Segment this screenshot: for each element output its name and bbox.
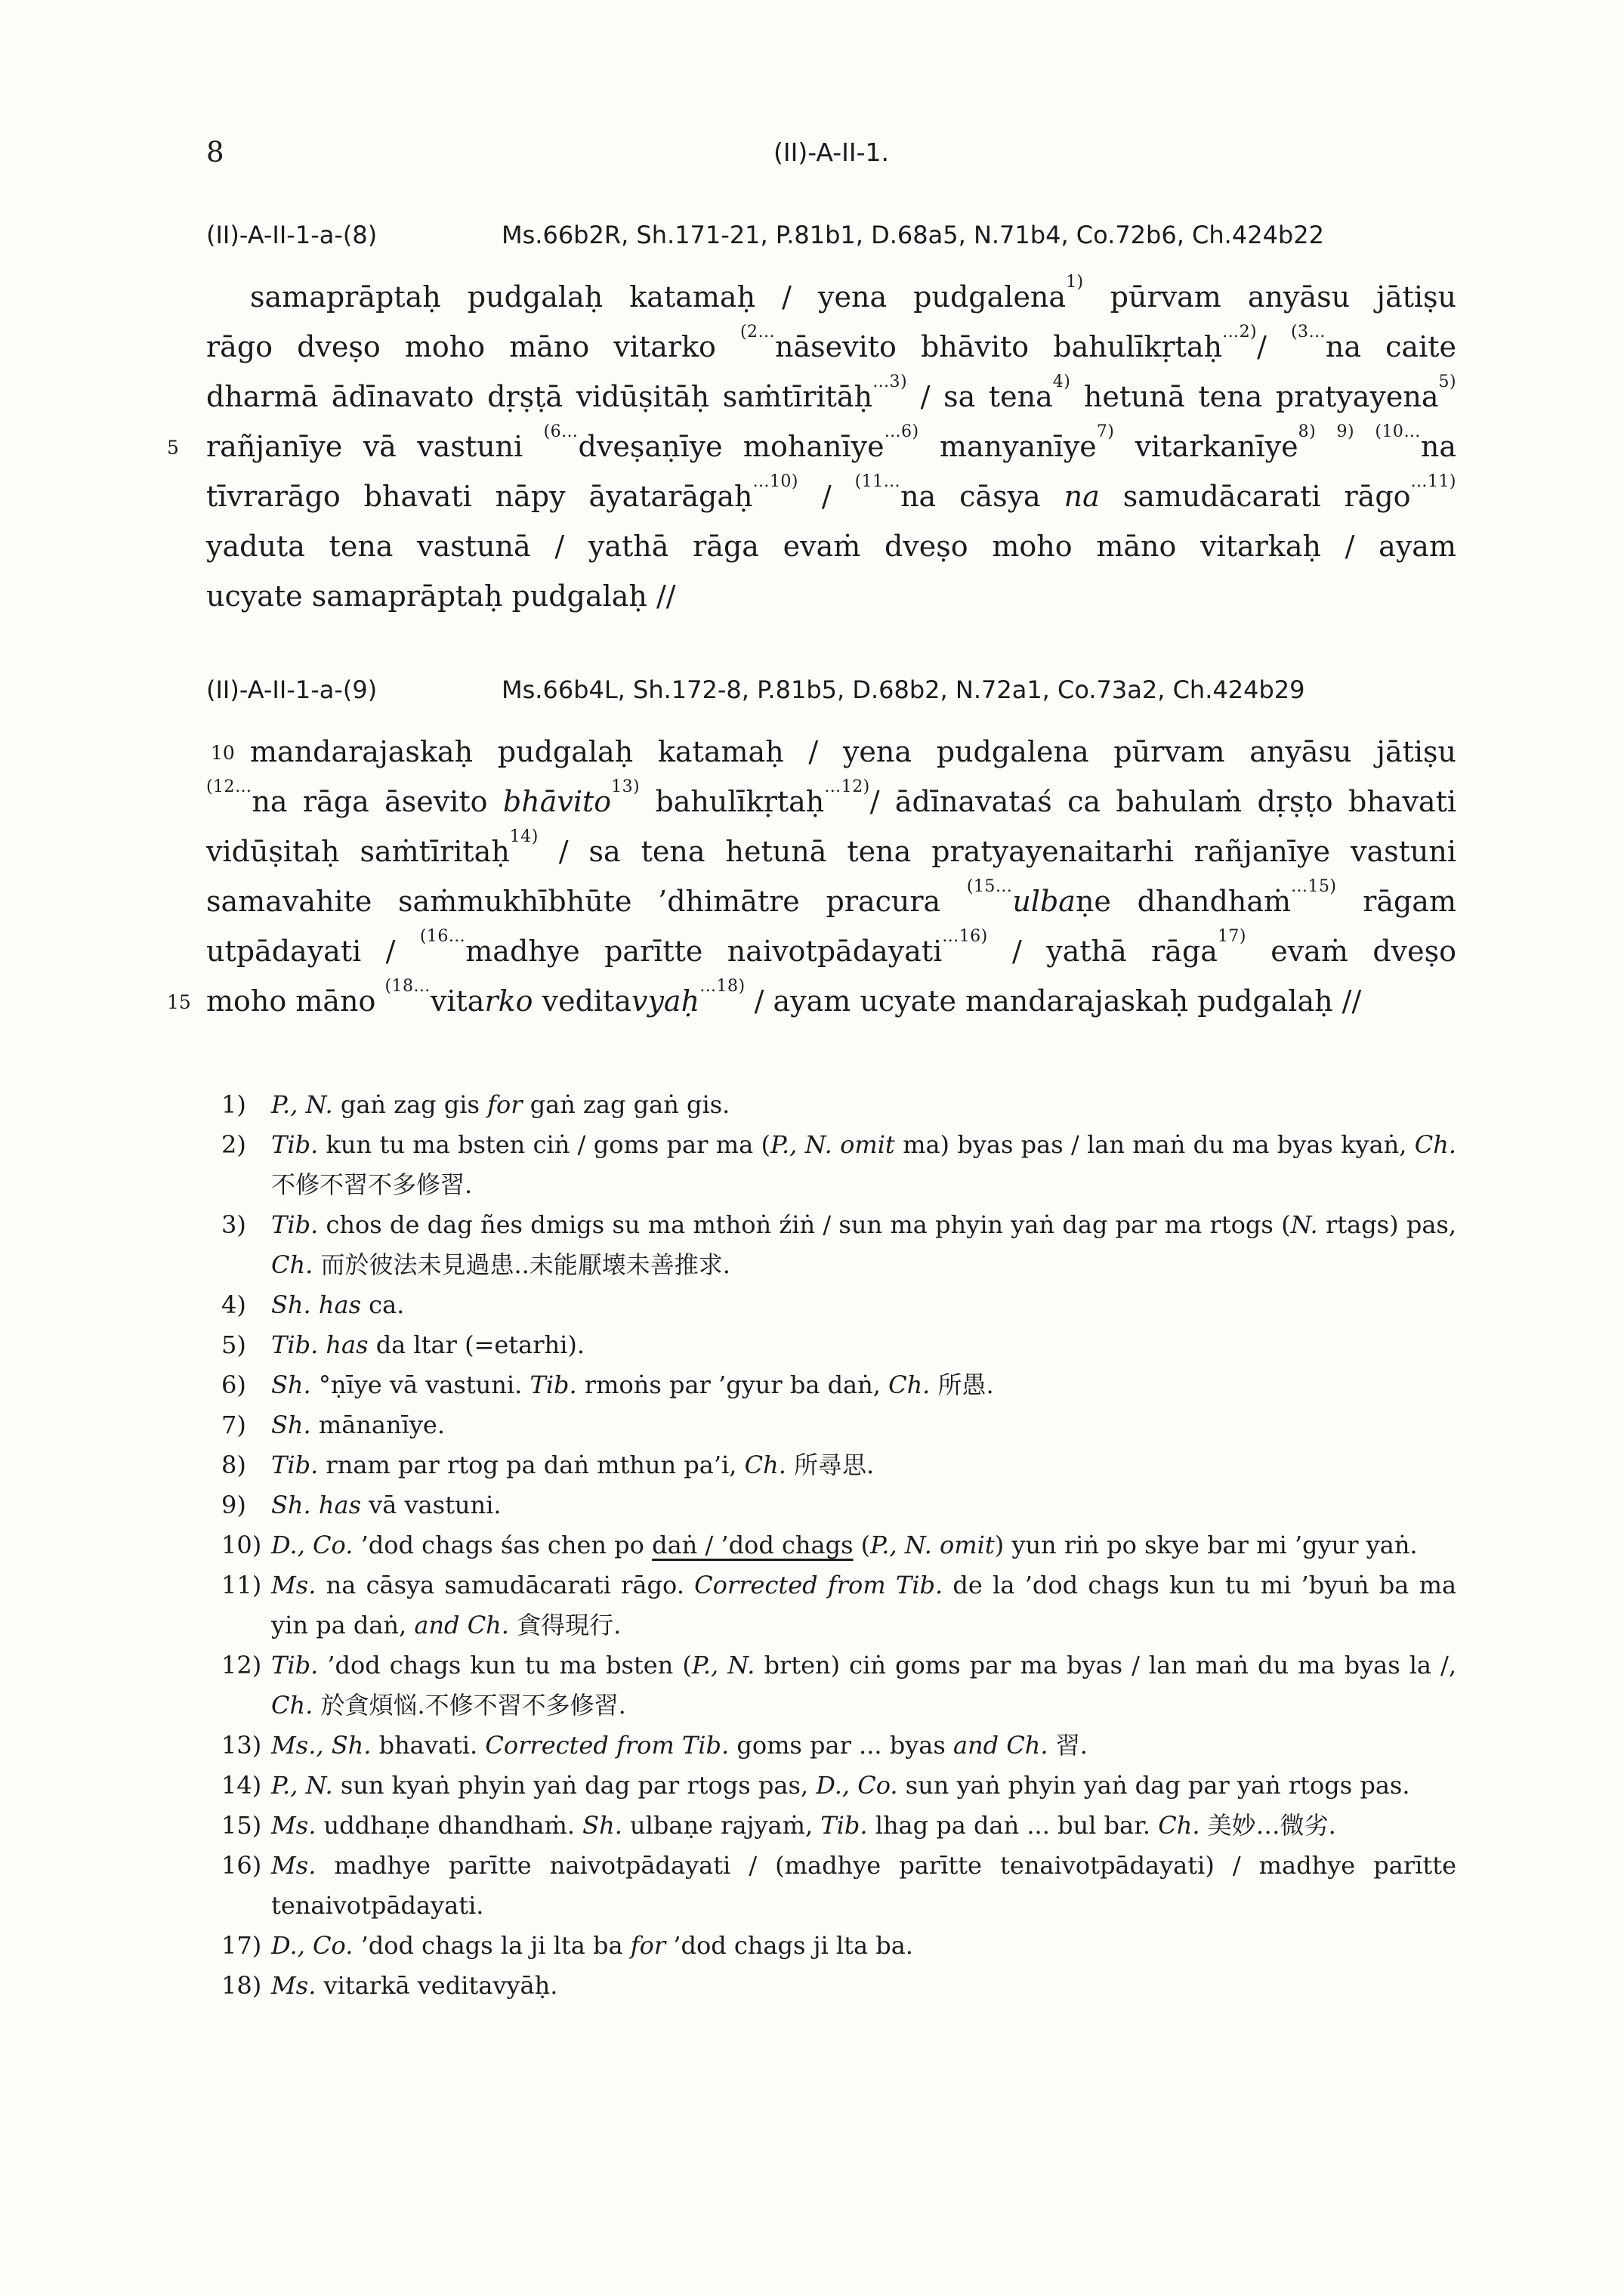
text-run: Sh. — [271, 1370, 311, 1399]
section-manuscript-refs: Ms.66b4L, Sh.172-8, P.81b5, D.68b2, N.72a1, Co.73a2, Ch.424b29 — [502, 675, 1305, 704]
text-body — [167, 221, 1457, 1026]
footnote — [221, 1525, 1456, 1565]
footnote-number: 11) — [221, 1571, 262, 1599]
text-run: rañjanīye vā vastuni — [206, 430, 544, 463]
text-line — [167, 422, 1456, 471]
footnote-text — [271, 1966, 1456, 2006]
text-line — [206, 777, 1456, 827]
footnote-number: 7) — [221, 1411, 246, 1439]
footnote-number: 4) — [221, 1290, 246, 1319]
text-run: / sa tena — [907, 380, 1053, 413]
text-run: Ch. — [271, 1250, 313, 1279]
note-ref: (16… — [419, 926, 466, 946]
text-run: nāsevito bhāvito bahulīkṛtaḥ — [774, 330, 1223, 363]
footnote-text — [271, 1565, 1456, 1646]
text-run: Ms., Sh. — [271, 1731, 372, 1760]
text-run: P., N. — [691, 1651, 755, 1680]
text-run: Ms. — [271, 1571, 316, 1599]
text-run: na cāsya — [900, 480, 1064, 513]
text-run: samudācarati rāgo — [1099, 480, 1411, 513]
note-ref: 8) — [1298, 422, 1317, 441]
text-run: Tib. — [271, 1451, 319, 1479]
text-run: da ltar (=etarhi). — [368, 1330, 585, 1359]
text-run: / ādīnavataś ca bahulaṁ dṛṣṭo bhavati — [869, 785, 1457, 818]
section-id: (II)-A-II-1-a-(8) — [206, 221, 378, 249]
text-run: samavahite saṁmukhībhūte ’dhimātre pracura — [206, 885, 967, 918]
text-run: D., Co. — [271, 1931, 354, 1960]
text-run: lhag pa daṅ ... bul bar. — [867, 1811, 1159, 1840]
note-ref: …3) — [872, 372, 908, 391]
note-ref: …16) — [942, 926, 988, 946]
text-run — [1316, 430, 1336, 463]
text-line — [206, 471, 1456, 521]
note-ref: …18) — [699, 976, 746, 996]
text-run: Ch. — [271, 1691, 313, 1720]
footnote-text — [271, 1485, 1456, 1525]
section-id: (II)-A-II-1-a-(9) — [206, 675, 378, 704]
text-run: bhavati. — [371, 1731, 486, 1760]
text-run: Sh. has — [271, 1290, 361, 1319]
note-ref: …6) — [884, 422, 919, 441]
text-run: vā vastuni. — [360, 1491, 502, 1519]
footnote — [221, 1485, 1456, 1525]
footnote-text — [271, 1726, 1456, 1766]
footnote — [221, 1926, 1456, 1966]
text-run: manyanīye — [919, 430, 1097, 463]
text-run: P., N. omit — [770, 1130, 895, 1159]
text-run: 而於彼法未見過患..未能厭壊未善推求. — [313, 1250, 730, 1279]
note-ref: (3… — [1290, 322, 1326, 341]
text-run: kun tu ma bsten ciṅ / goms par ma ( — [318, 1130, 770, 1159]
footnote-text — [271, 1125, 1456, 1205]
text-run: 美妙…微劣. — [1199, 1811, 1336, 1840]
text-run — [1354, 430, 1375, 463]
note-ref: 14) — [509, 827, 539, 846]
margin-line-number: 15 — [167, 991, 191, 1013]
text-line — [206, 727, 1456, 777]
footnote — [221, 1565, 1456, 1646]
text-run: mandarajaskaḥ pudgalaḥ katamaḥ / yena pudgalena pūrvam anyāsu jātiṣu — [250, 735, 1456, 768]
text-run: / ayam ucyate mandarajaskaḥ pudgalaḥ // — [745, 984, 1362, 1018]
text-run: / — [798, 480, 855, 513]
footnote-number: 6) — [221, 1370, 246, 1399]
footnote-number: 3) — [221, 1210, 246, 1239]
footnote-text — [271, 1405, 1456, 1445]
footnote — [221, 1365, 1456, 1405]
note-ref: …15) — [1291, 876, 1337, 896]
text-run: ṇe dhandhaṁ — [1075, 885, 1292, 918]
text-run: uddhaṇe dhandhaṁ. — [316, 1811, 583, 1840]
note-ref: …11) — [1410, 471, 1456, 491]
footnote — [221, 1646, 1456, 1726]
text-run: madhye parītte naivotpādayati — [465, 935, 943, 968]
text-run: tīvrarāgo bhavati nāpy āyatarāgaḥ — [206, 480, 753, 513]
text-run: dharmā ādīnavato dṛṣṭā vidūṣitāḥ saṁtīritāḥ — [206, 380, 873, 413]
footnote — [221, 1445, 1456, 1485]
text-run: Ms. — [271, 1851, 316, 1880]
section-heading — [206, 221, 1456, 249]
text-run: rāgo dveṣo moho māno vitarko — [206, 330, 741, 363]
text-run: / yathā rāga — [987, 935, 1218, 968]
text-run: / — [1257, 330, 1291, 363]
section-manuscript-refs: Ms.66b2R, Sh.171-21, P.81b1, D.68a5, N.71b4, Co.72b6, Ch.424b22 — [502, 221, 1324, 249]
text-run: madhye parītte naivotpādayati / (madhye parītte tenaivotpādayati) / madhye parītte tenaivotpādayati. — [271, 1851, 1456, 1920]
footnote-number: 12) — [221, 1651, 262, 1680]
text-run: bhāvito — [502, 785, 612, 818]
note-ref: (15… — [966, 876, 1013, 896]
text-run: Ms. — [271, 1811, 316, 1840]
text-run: 於貪煩悩.不修不習不多修習. — [313, 1691, 626, 1720]
footnote — [221, 1085, 1456, 1125]
note-ref: 1) — [1066, 272, 1084, 292]
footnote-number: 15) — [221, 1811, 262, 1840]
margin-line-number: 5 — [167, 437, 179, 459]
footnote-text — [271, 1445, 1456, 1485]
text-run: Sh. — [271, 1411, 311, 1439]
text-run: P., N. omit — [870, 1531, 995, 1559]
footnote — [221, 1806, 1456, 1846]
footnote-number: 1) — [221, 1090, 246, 1119]
text-run: moho māno — [206, 984, 385, 1018]
text-run: yaduta tena vastunā / yathā rāga evaṁ dveṣo moho māno vitarkaḥ / ayam — [206, 530, 1456, 563]
text-run: gaṅ zag gaṅ gis. — [522, 1090, 730, 1119]
text-run: 所尋思. — [786, 1451, 875, 1479]
footnote-text — [271, 1846, 1456, 1926]
text-run: evaṁ dveṣo — [1246, 935, 1456, 968]
text-run: na — [1064, 480, 1100, 513]
text-run: utpādayati / — [206, 935, 420, 968]
footnote — [221, 1726, 1456, 1766]
text-run: 習. — [1048, 1731, 1088, 1760]
text-run: Tib. — [529, 1370, 577, 1399]
text-run: for — [630, 1931, 666, 1960]
text-run: N. — [1290, 1210, 1318, 1239]
text-line — [206, 827, 1456, 876]
text-run: samaprāptaḥ pudgalaḥ katamaḥ / yena pudgalena — [250, 280, 1067, 314]
text-run: Tib. has — [271, 1330, 369, 1359]
note-ref: 4) — [1052, 372, 1071, 391]
note-ref: …10) — [752, 471, 798, 491]
section-heading — [206, 675, 1456, 704]
note-ref: (12… — [206, 777, 252, 796]
text-run: na caite — [1325, 330, 1456, 363]
text-run: Sh. — [582, 1811, 622, 1840]
footnote — [221, 1285, 1456, 1325]
text-run: ’dod chags kun tu ma bsten ( — [318, 1651, 692, 1680]
text-run: mānanīye. — [310, 1411, 446, 1439]
text-line — [206, 926, 1456, 976]
text-run: °ṇīye vā vastuni. — [310, 1370, 530, 1399]
text-run: rmoṅs par ’gyur ba daṅ, — [576, 1370, 889, 1399]
note-ref: 5) — [1438, 372, 1456, 391]
note-ref: …2) — [1222, 322, 1258, 341]
footnote-number: 17) — [221, 1931, 262, 1960]
text-run: sun yaṅ phyin yaṅ dag par yaṅ rtogs pas. — [897, 1771, 1410, 1800]
footnote-text — [271, 1646, 1456, 1726]
text-run: Tib. — [271, 1130, 319, 1159]
text-run: and Ch. — [952, 1731, 1048, 1760]
text-run: vitarkanīye — [1114, 430, 1298, 463]
text-run: ulbaṇe rajyaṁ, — [622, 1811, 821, 1840]
text-run: de la ’dod chags kun tu mi ’byuṅ ba ma yin pa daṅ, — [271, 1571, 1457, 1639]
text-run: Tib. — [271, 1651, 319, 1680]
text-run: daṅ / ’dod chags — [652, 1531, 854, 1559]
text-run: ’dod chags la ji lta ba — [353, 1931, 631, 1960]
text-run: Corrected from Tib. — [485, 1731, 730, 1760]
text-line — [206, 521, 1456, 571]
footnote — [221, 1125, 1456, 1205]
text-run: na rāga āsevito — [252, 785, 503, 818]
footnote-text — [271, 1766, 1456, 1806]
footnote — [221, 1966, 1456, 2006]
footnote — [221, 1846, 1456, 1926]
running-title: (II)-A-II-1. — [773, 138, 890, 167]
note-ref: (2… — [740, 322, 775, 341]
page-header — [206, 136, 1456, 175]
note-ref: …12) — [824, 777, 870, 796]
text-line — [206, 322, 1456, 372]
text-line — [206, 272, 1456, 322]
text-run: Sh. has — [271, 1491, 361, 1519]
footnote — [221, 1205, 1456, 1285]
text-run: ’dod chags śas chen po — [353, 1531, 653, 1559]
footnote-number: 9) — [221, 1491, 246, 1519]
footnote — [221, 1405, 1456, 1445]
text-line — [167, 976, 1456, 1026]
footnote-text — [271, 1205, 1456, 1285]
note-ref: (18… — [384, 976, 431, 996]
footnote-number: 2) — [221, 1130, 246, 1159]
text-run: brten) ciṅ goms par ma byas / lan maṅ du ma byas la /, — [755, 1651, 1457, 1680]
footnote-number: 13) — [221, 1731, 262, 1760]
footnote-text — [271, 1926, 1456, 1966]
text-run: ’dod chags ji lta ba. — [665, 1931, 913, 1960]
text-run: ( — [853, 1531, 871, 1559]
text-run: and Ch. — [414, 1611, 509, 1639]
text-run: rāgam — [1336, 885, 1456, 918]
text-run: na cāsya samudācarati rāgo. — [316, 1571, 695, 1599]
footnote-text — [271, 1806, 1456, 1846]
section-text — [167, 727, 1457, 1026]
text-run: vidūṣitaḥ saṁtīritaḥ — [206, 835, 510, 868]
text-run: Ch. — [744, 1451, 786, 1479]
text-run: for — [487, 1090, 523, 1119]
note-ref: (11… — [854, 471, 901, 491]
footnote — [221, 1325, 1456, 1365]
text-run: pūrvam anyāsu jātiṣu — [1083, 280, 1456, 314]
text-run: chos de dag ñes dmigs su ma mthoṅ źiṅ / sun ma phyin yaṅ dag par ma rtogs ( — [318, 1210, 1291, 1239]
footnotes-block — [221, 1085, 1456, 2006]
note-ref: 13) — [611, 777, 641, 796]
page-number: 8 — [206, 136, 224, 168]
footnote-number: 8) — [221, 1451, 246, 1479]
text-run: vedita — [533, 984, 631, 1018]
text-run: dveṣaṇīye mohanīye — [578, 430, 885, 463]
text-run: ca. — [360, 1290, 405, 1319]
text-run: gaṅ zag gis — [332, 1090, 488, 1119]
section-text — [167, 272, 1456, 621]
text-run: Corrected from Tib. — [694, 1571, 943, 1599]
footnote — [221, 1766, 1456, 1806]
text-run: D., Co. — [816, 1771, 898, 1800]
text-run: vitarkā veditavyāḥ. — [316, 1971, 558, 2000]
note-ref: 9) — [1336, 422, 1355, 441]
text-run: ma) byas pas / lan maṅ du ma byas kyaṅ, — [894, 1130, 1415, 1159]
text-run: vita — [430, 984, 485, 1018]
text-run: Tib. — [271, 1210, 319, 1239]
footnote-number: 14) — [221, 1771, 262, 1800]
text-run: Tib. — [820, 1811, 868, 1840]
text-run: Ms. — [271, 1971, 316, 2000]
footnote-text — [271, 1285, 1456, 1325]
text-line — [206, 571, 1456, 621]
text-run: 所愚. — [930, 1370, 994, 1399]
text-run: rko — [484, 984, 533, 1018]
text-run: D., Co. — [271, 1531, 354, 1559]
text-run: ) yun riṅ po skye bar mi ’gyur yaṅ. — [994, 1531, 1418, 1559]
text-run: ulba — [1012, 885, 1076, 918]
footnote-number: 16) — [221, 1851, 262, 1880]
text-run: vyaḥ — [631, 984, 700, 1018]
footnote-text — [271, 1325, 1456, 1365]
section — [167, 221, 1456, 621]
text-run: ucyate samaprāptaḥ pudgalaḥ // — [206, 579, 676, 613]
note-ref: (6… — [543, 422, 579, 441]
footnote-text — [271, 1085, 1456, 1125]
footnote-number: 5) — [221, 1330, 246, 1359]
footnote-text — [271, 1525, 1456, 1565]
footnote-number: 18) — [221, 1971, 262, 2000]
text-run: Ch. — [1414, 1130, 1457, 1159]
text-run: sun kyaṅ phyin yaṅ dag par rtogs pas, — [332, 1771, 817, 1800]
text-run: 貪得現行. — [508, 1611, 622, 1639]
margin-line-number: 10 — [211, 742, 235, 764]
text-line — [206, 372, 1456, 422]
text-run: na — [1420, 430, 1456, 463]
text-run: Ch. — [1158, 1811, 1200, 1840]
text-run: hetunā tena pratyayena — [1070, 380, 1439, 413]
text-line — [206, 876, 1456, 926]
text-run: Ch. — [888, 1370, 931, 1399]
text-run: P., N. — [271, 1771, 333, 1800]
note-ref: (10… — [1375, 422, 1421, 441]
section — [167, 675, 1457, 1026]
text-run: rnam par rtog pa daṅ mthun pa’i, — [318, 1451, 745, 1479]
text-run: 不修不習不多修習. — [271, 1170, 473, 1199]
text-run: bahulīkṛtaḥ — [640, 785, 825, 818]
note-ref: 7) — [1096, 422, 1115, 441]
text-run: P., N. — [271, 1090, 333, 1119]
text-run: rtags) pas, — [1317, 1210, 1457, 1239]
note-ref: 17) — [1217, 926, 1246, 946]
footnote-number: 10) — [221, 1531, 262, 1559]
text-run: / sa tena hetunā tena pratyayenaitarhi rañjanīye vastuni — [538, 835, 1456, 868]
text-run: goms par ... byas — [729, 1731, 953, 1760]
footnote-text — [271, 1365, 1456, 1405]
